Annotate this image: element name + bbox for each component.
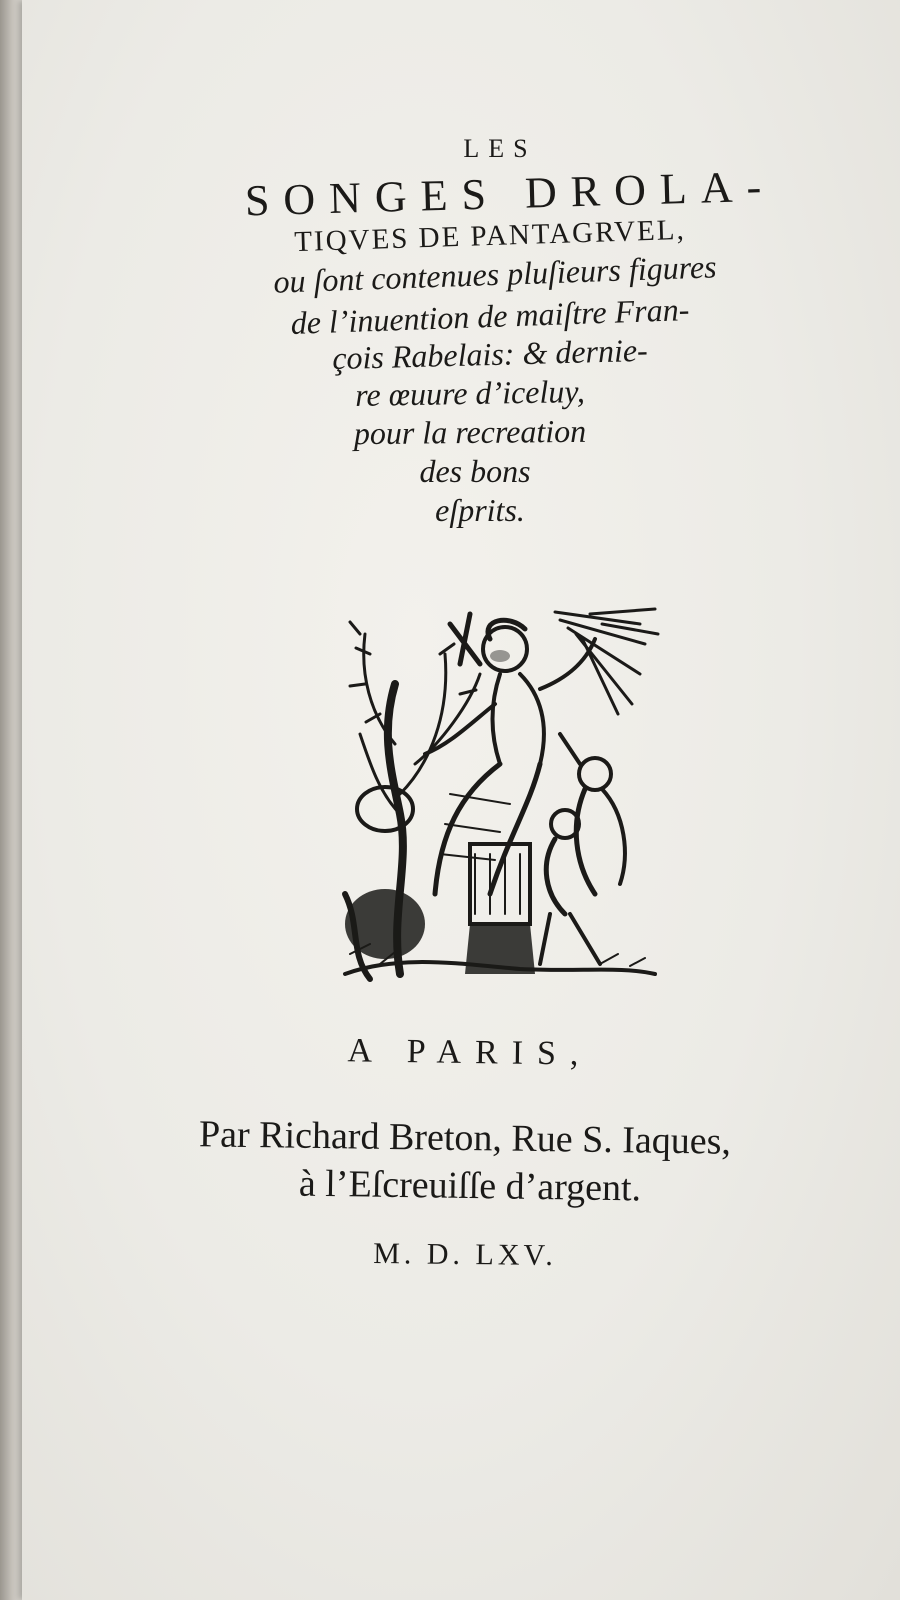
subtitle-line-7: eſprits. xyxy=(435,492,525,528)
title-line-2: SONGES DROLA- xyxy=(244,161,776,226)
subtitle-line-2: de l’inuention de maiſtre Fran- xyxy=(290,291,690,341)
subtitle-line-3: çois Rabelais: & dernie- xyxy=(331,331,649,377)
book-gutter xyxy=(0,0,22,1600)
imprint-printer-line-2: à l’Eſcreuiſſe d’argent. xyxy=(298,1162,642,1210)
sun-rays-icon xyxy=(555,609,658,714)
subtitle-line-4: re œuure d’iceluy, xyxy=(354,372,586,414)
subtitle-line-5: pour la recreation xyxy=(353,412,587,452)
imprint-year: M. D. LXV. xyxy=(373,1237,557,1272)
imprint-printer-line-1: Par Richard Breton, Rue S. Iaques, xyxy=(198,1113,732,1163)
title-line-3: TIQVES DE PANTAGRVEL, xyxy=(293,213,687,259)
woodcut-printer-device-icon xyxy=(340,594,660,984)
subtitle-line-1: ou ſont contenues pluſieurs figures xyxy=(272,248,718,300)
imprint-place: A PARIS, xyxy=(347,1032,593,1073)
cherubs-icon xyxy=(540,734,625,964)
seated-figure-icon xyxy=(425,620,595,924)
title-line-1: LES xyxy=(463,134,537,163)
subtitle-line-6: des bons xyxy=(419,453,531,489)
